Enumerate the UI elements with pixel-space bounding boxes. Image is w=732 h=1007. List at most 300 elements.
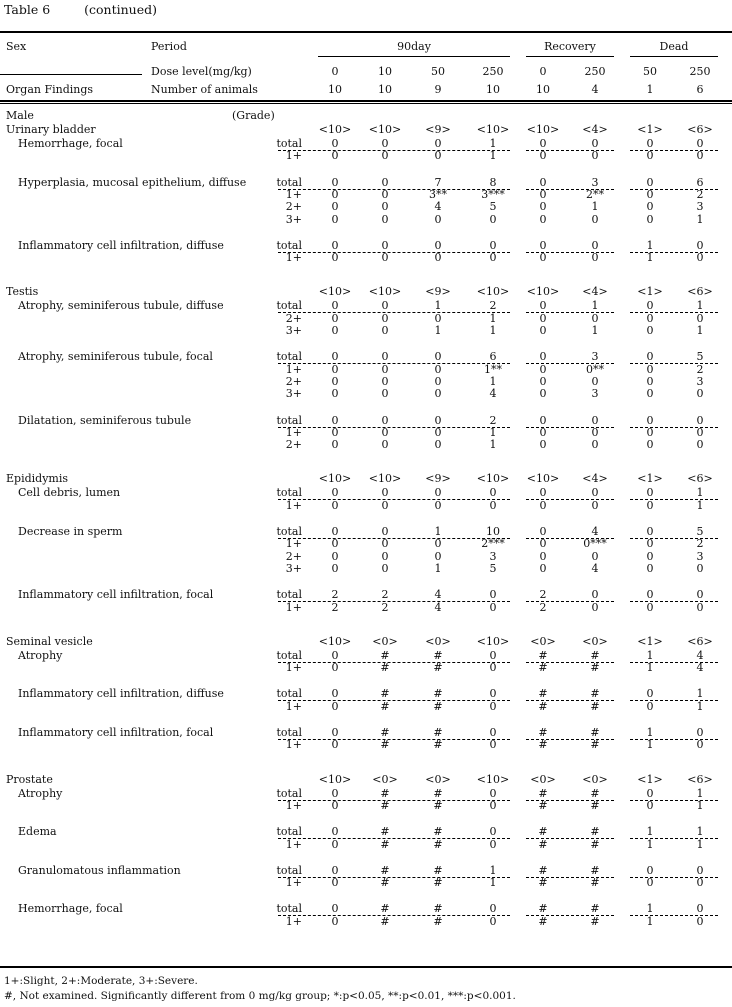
- organ-name: Urinary bladder: [6, 123, 96, 136]
- cell-value: 0: [331, 374, 339, 388]
- cell-value: #: [433, 738, 443, 752]
- cell-value: 3: [591, 350, 599, 364]
- grade-label: total: [276, 825, 302, 839]
- examined-count: <0>: [425, 634, 451, 648]
- finding-name: Atrophy: [18, 648, 63, 662]
- grade-label: total: [276, 175, 302, 189]
- cell-value: 0: [381, 561, 389, 575]
- examined-count: <10>: [318, 472, 352, 486]
- cell-value: 0: [539, 251, 547, 265]
- cell-value: #: [538, 786, 548, 800]
- cell-value: 0: [331, 438, 339, 452]
- header-organ-findings: Organ Findings: [6, 83, 94, 96]
- cell-value: 0: [331, 549, 339, 563]
- cell-value: #: [590, 914, 600, 928]
- examined-count: <6>: [687, 123, 713, 136]
- cell-value: 0: [539, 212, 547, 226]
- cell-value: 0: [381, 299, 389, 313]
- finding-name: Hemorrhage, focal: [18, 137, 123, 150]
- cell-value: #: [538, 825, 548, 839]
- cell-value: 1: [646, 825, 654, 839]
- cell-value: 2**: [586, 187, 604, 201]
- cell-value: 2: [331, 600, 339, 614]
- cell-value: #: [380, 786, 390, 800]
- cell-value: 0: [539, 175, 547, 189]
- grade-label: total: [276, 299, 302, 313]
- cell-value: #: [433, 786, 443, 800]
- cell-value: 2: [489, 413, 497, 427]
- organ-name: Seminal vesicle: [6, 634, 93, 648]
- cell-value: 0: [646, 187, 654, 201]
- number-of-animals-value: 10: [536, 83, 550, 96]
- cell-value: 0: [434, 350, 442, 364]
- table-title: [4, 2, 157, 17]
- cell-value: 1: [696, 837, 704, 851]
- cell-value: 4: [696, 661, 704, 675]
- grade-label: 1+: [285, 837, 302, 851]
- cell-value: 0: [434, 438, 442, 452]
- grade-label: total: [276, 863, 302, 877]
- examined-count: <6>: [687, 634, 713, 648]
- cell-value: 0: [331, 362, 339, 376]
- cell-value: 0: [331, 661, 339, 675]
- examined-count: <10>: [318, 772, 352, 786]
- cell-value: 0: [331, 786, 339, 800]
- sex-male-label: Male: [6, 109, 34, 122]
- cell-value: 0: [646, 175, 654, 189]
- examined-count: <9>: [425, 123, 451, 136]
- number-of-animals-value: 10: [328, 83, 342, 96]
- cell-value: 0**: [586, 362, 604, 376]
- grade-label: 2+: [285, 438, 302, 452]
- cell-value: 0: [489, 661, 497, 675]
- cell-value: 1: [489, 137, 497, 150]
- cell-value: 1: [696, 825, 704, 839]
- cell-value: 0: [381, 187, 389, 201]
- cell-value: 4: [591, 525, 599, 538]
- cell-value: #: [538, 699, 548, 713]
- cell-value: 0: [434, 537, 442, 551]
- cell-value: 0: [331, 299, 339, 313]
- number-of-animals-value: 10: [486, 83, 500, 96]
- cell-value: 0: [539, 498, 547, 512]
- cell-value: 0: [331, 726, 339, 739]
- footnote-grades: 1+:Slight, 2+:Moderate, 3+:Severe.: [4, 975, 198, 987]
- cell-value: 1: [646, 738, 654, 752]
- cell-value: 0: [331, 699, 339, 713]
- cell-value: #: [380, 687, 390, 701]
- cell-value: #: [380, 726, 390, 739]
- grade-label: 2+: [285, 200, 302, 214]
- cell-value: 0: [381, 137, 389, 150]
- group-underline: [526, 56, 614, 57]
- dose-level-value: 250: [482, 65, 504, 78]
- dose-level-value: 250: [584, 65, 606, 78]
- cell-value: 0: [696, 876, 704, 890]
- cell-value: 0: [696, 137, 704, 150]
- cell-value: 0: [331, 175, 339, 189]
- cell-value: 0: [331, 687, 339, 701]
- cell-value: 1: [489, 425, 497, 439]
- cell-value: 5: [696, 350, 704, 364]
- cell-value: 0: [591, 588, 599, 602]
- cell-value: 2: [539, 588, 547, 602]
- cell-value: #: [590, 661, 600, 675]
- finding-name: Atrophy: [18, 786, 63, 800]
- cell-value: 1: [696, 212, 704, 226]
- group-underline: [630, 56, 718, 57]
- finding-name: Cell debris, lumen: [18, 486, 121, 500]
- cell-value: 1: [591, 299, 599, 313]
- cell-value: 0: [489, 212, 497, 226]
- grade-label: 1+: [285, 149, 302, 163]
- cell-value: 0: [539, 324, 547, 337]
- grade-label: 1+: [285, 699, 302, 713]
- cell-value: 0: [381, 212, 389, 226]
- cell-value: 4: [434, 588, 442, 602]
- finding-name: Inflammatory cell infiltration, diffuse: [18, 687, 224, 701]
- examined-count: <0>: [582, 772, 608, 786]
- cell-value: #: [590, 863, 600, 877]
- cell-value: 0: [434, 251, 442, 265]
- cell-value: 4: [489, 387, 497, 401]
- cell-value: 0: [591, 238, 599, 252]
- cell-value: #: [380, 798, 390, 812]
- cell-value: 1: [434, 525, 442, 538]
- cell-value: 0: [331, 486, 339, 500]
- cell-value: 0: [591, 438, 599, 452]
- cell-value: 0: [539, 200, 547, 214]
- cell-value: 1: [646, 726, 654, 739]
- cell-value: 0: [646, 149, 654, 163]
- cell-value: 3**: [429, 187, 447, 201]
- cell-value: 0: [696, 413, 704, 427]
- cell-value: #: [433, 914, 443, 928]
- cell-value: 0: [539, 486, 547, 500]
- cell-value: 0: [331, 648, 339, 662]
- cell-value: #: [590, 699, 600, 713]
- table-continued: (continued): [84, 2, 158, 17]
- cell-value: 0: [489, 786, 497, 800]
- cell-value: #: [380, 837, 390, 851]
- examined-count: <6>: [687, 285, 713, 299]
- cell-value: 4: [591, 561, 599, 575]
- cell-value: 1: [696, 324, 704, 337]
- bottom-rule: [0, 966, 732, 968]
- grade-label: total: [276, 413, 302, 427]
- cell-value: 5: [696, 525, 704, 538]
- cell-value: 0: [646, 798, 654, 812]
- grade-label: 1+: [285, 661, 302, 675]
- cell-value: 1: [646, 238, 654, 252]
- examined-count: <0>: [530, 772, 556, 786]
- cell-value: 0: [696, 863, 704, 877]
- cell-value: 0: [591, 413, 599, 427]
- organ-name: Testis: [6, 285, 39, 299]
- cell-value: 0: [331, 413, 339, 427]
- cell-value: #: [538, 863, 548, 877]
- cell-value: 0: [381, 149, 389, 163]
- cell-value: 1: [696, 687, 704, 701]
- cell-value: #: [433, 648, 443, 662]
- cell-value: 0: [489, 648, 497, 662]
- cell-value: 0: [696, 251, 704, 265]
- header-sex: Sex: [6, 40, 27, 53]
- cell-value: 0: [591, 498, 599, 512]
- cell-value: 2***: [481, 537, 505, 551]
- cell-value: 6: [696, 175, 704, 189]
- cell-value: 4: [696, 648, 704, 662]
- grade-label: total: [276, 350, 302, 364]
- cell-value: 0: [646, 362, 654, 376]
- cell-value: 0: [696, 738, 704, 752]
- grade-label: 2+: [285, 549, 302, 563]
- cell-value: 0: [381, 537, 389, 551]
- examined-count: <10>: [318, 634, 352, 648]
- cell-value: #: [590, 738, 600, 752]
- cell-value: #: [433, 661, 443, 675]
- cell-value: 0: [696, 311, 704, 325]
- cell-value: #: [590, 687, 600, 701]
- cell-value: 0: [489, 498, 497, 512]
- cell-value: 0: [646, 600, 654, 614]
- cell-value: 0***: [583, 537, 607, 551]
- cell-value: 0: [696, 588, 704, 602]
- grade-label: 3+: [285, 561, 302, 575]
- cell-value: 0: [591, 311, 599, 325]
- cell-value: 0: [646, 561, 654, 575]
- cell-value: 0: [539, 549, 547, 563]
- cell-value: 0: [696, 238, 704, 252]
- cell-value: 1: [696, 486, 704, 500]
- cell-value: 0: [381, 251, 389, 265]
- cell-value: #: [538, 876, 548, 890]
- grade-label: 3+: [285, 324, 302, 337]
- cell-value: 0: [646, 549, 654, 563]
- cell-value: 0: [539, 413, 547, 427]
- cell-value: 0: [696, 914, 704, 928]
- finding-name: Decrease in sperm: [18, 525, 123, 538]
- cell-value: 0: [489, 914, 497, 928]
- cell-value: 0: [646, 350, 654, 364]
- cell-value: 0: [646, 200, 654, 214]
- cell-value: #: [380, 661, 390, 675]
- cell-value: #: [590, 786, 600, 800]
- number-of-animals-value: 1: [646, 83, 654, 96]
- grade-label: 1+: [285, 251, 302, 265]
- cell-value: 0: [489, 588, 497, 602]
- cell-value: 0: [331, 425, 339, 439]
- header-number-of-animals: Number of animals: [151, 83, 258, 96]
- cell-value: #: [380, 863, 390, 877]
- cell-value: 1: [646, 837, 654, 851]
- cell-value: 7: [434, 175, 442, 189]
- cell-value: 0: [696, 149, 704, 163]
- cell-value: 0: [646, 374, 654, 388]
- cell-value: #: [538, 738, 548, 752]
- grade-label: 3+: [285, 212, 302, 226]
- grade-label: 3+: [285, 387, 302, 401]
- cell-value: #: [538, 798, 548, 812]
- cell-value: 0: [434, 362, 442, 376]
- cell-value: 0: [539, 438, 547, 452]
- cell-value: 0: [489, 902, 497, 916]
- finding-name: Inflammatory cell infiltration, focal: [18, 726, 214, 739]
- cell-value: 0: [331, 187, 339, 201]
- grade-header: (Grade): [232, 109, 275, 122]
- grade-label: total: [276, 486, 302, 500]
- cell-value: 0: [646, 438, 654, 452]
- cell-value: 1: [489, 374, 497, 388]
- cell-value: 0: [539, 561, 547, 575]
- examined-count: <1>: [637, 772, 663, 786]
- grade-label: total: [276, 588, 302, 602]
- cell-value: 0: [539, 187, 547, 201]
- cell-value: 2: [381, 600, 389, 614]
- group-label: 90day: [397, 40, 431, 53]
- cell-value: 2: [489, 299, 497, 313]
- cell-value: 0: [646, 699, 654, 713]
- cell-value: #: [433, 726, 443, 739]
- cell-value: 4: [434, 200, 442, 214]
- grade-label: 1+: [285, 362, 302, 376]
- header-dose-level: Dose level(mg/kg): [151, 65, 252, 78]
- cell-value: #: [538, 837, 548, 851]
- examined-count: <0>: [530, 634, 556, 648]
- cell-value: 1: [434, 324, 442, 337]
- cell-value: 0: [591, 425, 599, 439]
- cell-value: #: [590, 825, 600, 839]
- cell-value: 0: [539, 149, 547, 163]
- cell-value: 0: [646, 863, 654, 877]
- grade-label: total: [276, 648, 302, 662]
- cell-value: 0: [591, 251, 599, 265]
- dose-level-value: 250: [689, 65, 711, 78]
- footnote-significance: #, Not examined. Significantly different from 0 mg/kg group; *:p<0.05, **:p<0.01, ***:p<0.001.: [4, 990, 516, 1002]
- cell-value: 0: [591, 149, 599, 163]
- examined-count: <10>: [476, 123, 510, 136]
- cell-value: 0: [331, 311, 339, 325]
- number-of-animals-value: 10: [378, 83, 392, 96]
- cell-value: 1: [489, 311, 497, 325]
- grade-label: total: [276, 525, 302, 538]
- cell-value: 0: [646, 387, 654, 401]
- number-of-animals-value: 4: [591, 83, 599, 96]
- grade-label: 1+: [285, 425, 302, 439]
- finding-name: Granulomatous inflammation: [18, 863, 181, 877]
- cell-value: 0: [591, 600, 599, 614]
- cell-value: 1: [434, 299, 442, 313]
- cell-value: 0: [591, 137, 599, 150]
- examined-count: <10>: [318, 123, 352, 136]
- cell-value: 1: [646, 661, 654, 675]
- cell-value: 0: [331, 525, 339, 538]
- grade-label: total: [276, 726, 302, 739]
- group-label: Dead: [659, 40, 689, 53]
- cell-value: 1**: [484, 362, 502, 376]
- cell-value: 0: [434, 137, 442, 150]
- cell-value: 3: [591, 387, 599, 401]
- cell-value: #: [380, 902, 390, 916]
- cell-value: 3***: [481, 187, 505, 201]
- examined-count: <10>: [318, 285, 352, 299]
- cell-value: 1: [696, 798, 704, 812]
- cell-value: 0: [331, 200, 339, 214]
- cell-value: 0: [696, 902, 704, 916]
- cell-value: 0: [539, 137, 547, 150]
- cell-value: #: [380, 738, 390, 752]
- cell-value: 0: [434, 238, 442, 252]
- cell-value: 0: [489, 798, 497, 812]
- cell-value: 0: [331, 902, 339, 916]
- cell-value: 2: [696, 362, 704, 376]
- cell-value: 0: [381, 200, 389, 214]
- cell-value: 0: [646, 786, 654, 800]
- examined-count: <10>: [526, 285, 560, 299]
- cell-value: 0: [646, 311, 654, 325]
- examined-count: <10>: [476, 285, 510, 299]
- cell-value: 3: [696, 374, 704, 388]
- cell-value: #: [433, 837, 443, 851]
- cell-value: #: [380, 699, 390, 713]
- cell-value: 0: [434, 486, 442, 500]
- cell-value: 0: [539, 350, 547, 364]
- cell-value: 5: [489, 561, 497, 575]
- cell-value: 1: [434, 561, 442, 575]
- cell-value: 0: [489, 600, 497, 614]
- cell-value: 0: [591, 212, 599, 226]
- cell-value: 1: [646, 902, 654, 916]
- organ-name: Epididymis: [6, 472, 68, 486]
- cell-value: #: [590, 837, 600, 851]
- cell-value: 0: [381, 486, 389, 500]
- cell-value: 0: [696, 726, 704, 739]
- cell-value: 0: [539, 311, 547, 325]
- cell-value: 3: [696, 200, 704, 214]
- cell-value: 2: [539, 600, 547, 614]
- grade-label: total: [276, 137, 302, 150]
- cell-value: 0: [381, 525, 389, 538]
- examined-count: <10>: [476, 472, 510, 486]
- cell-value: 0: [381, 362, 389, 376]
- examined-count: <4>: [582, 472, 608, 486]
- cell-value: 0: [381, 425, 389, 439]
- cell-value: 0: [539, 387, 547, 401]
- cell-value: #: [590, 876, 600, 890]
- cell-value: #: [380, 914, 390, 928]
- grade-label: total: [276, 902, 302, 916]
- cell-value: 0: [331, 149, 339, 163]
- cell-value: 3: [696, 549, 704, 563]
- finding-name: Inflammatory cell infiltration, diffuse: [18, 238, 224, 252]
- grade-label: total: [276, 687, 302, 701]
- grade-label: 1+: [285, 537, 302, 551]
- examined-count: <0>: [582, 634, 608, 648]
- cell-value: 0: [331, 212, 339, 226]
- cell-value: 0: [539, 425, 547, 439]
- cell-value: 0: [489, 726, 497, 739]
- examined-count: <10>: [476, 772, 510, 786]
- cell-value: 0: [646, 137, 654, 150]
- cell-value: 2: [696, 187, 704, 201]
- grade-label: 2+: [285, 374, 302, 388]
- number-of-animals-value: 9: [434, 83, 442, 96]
- cell-value: 0: [331, 350, 339, 364]
- cell-value: 0: [539, 525, 547, 538]
- cell-value: 1: [489, 438, 497, 452]
- cell-value: 0: [331, 137, 339, 150]
- cell-value: 0: [646, 687, 654, 701]
